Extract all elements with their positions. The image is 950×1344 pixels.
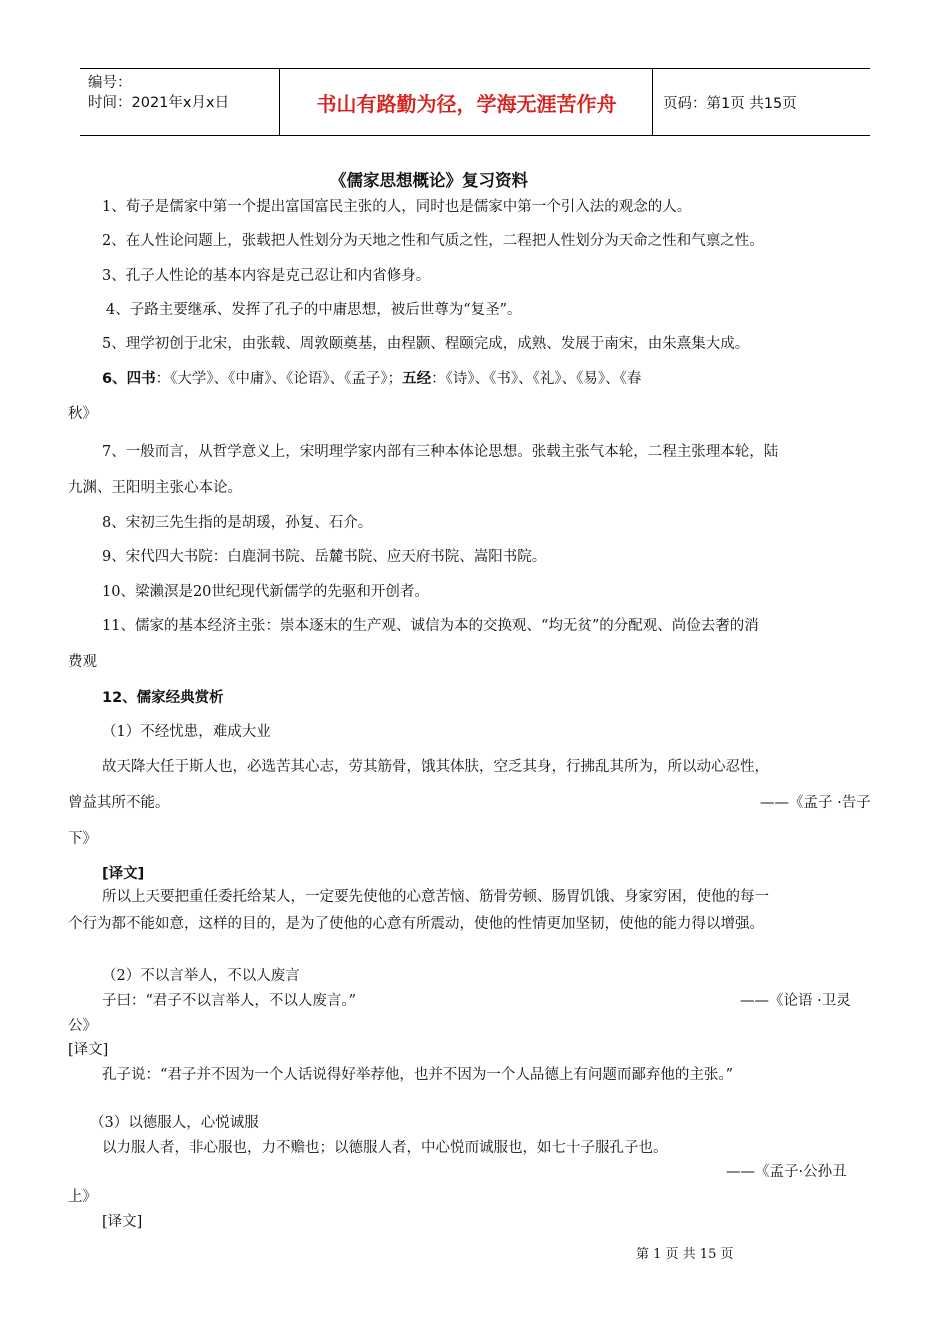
item-9: 9、宋代四大书院：白鹿洞书院、岳麓书院、应天府书院、嵩阳书院。 xyxy=(102,549,547,565)
item-7: 7、一般而言，从哲学意义上，宋明理学家内部有三种本体论思想。张载主张气本轮，二程主张理本轮，陆 xyxy=(102,444,779,460)
section-2-source: ——《论语 ·卫灵 xyxy=(740,993,851,1009)
section-1-translation: 所以上天要把重任委托给某人，一定要先使他的心意苦恼、筋骨劳顿、肠胃饥饿、身家穷困，使他的每一 xyxy=(102,889,769,905)
five-classics-label: 五经 xyxy=(402,371,432,387)
section-1-source-cont: 下》 xyxy=(68,831,97,847)
time-label: 时间：2021年x月x日 xyxy=(88,95,230,111)
item-6-num: 6、 xyxy=(102,371,127,387)
section-1-quote: 故天降大任于斯人也，必选苦其心志，劳其筋骨，饿其体肤，空乏其身，行拂乱其所为，所以动心忍性， xyxy=(102,759,769,775)
section-3-title: （3）以德服人，心悦诚服 xyxy=(90,1115,259,1131)
section-1-quote-cont: 曾益其所不能。 xyxy=(68,795,170,811)
section-1-translation-cont: 个行为都不能如意，这样的目的，是为了使他的心意有所震动，使他的性情更加坚韧，使他的能力得以增强。 xyxy=(68,916,764,932)
item-6-cont: 秋》 xyxy=(68,406,97,422)
four-books-label: 四书 xyxy=(126,371,156,387)
section-1-translation-label: [译文] xyxy=(102,866,145,882)
document-title: 《儒家思想概论》复习资料 xyxy=(330,171,528,190)
page-footer: 第 1 页 共 15 页 xyxy=(636,1247,734,1262)
section-2-title: （2）不以言举人，不以人废言 xyxy=(102,968,300,984)
section-3-source-cont: 上》 xyxy=(68,1189,97,1205)
item-11: 11、儒家的基本经济主张：崇本逐末的生产观、诚信为本的交换观、“均无贫”的分配观、尚俭去奢的消 xyxy=(102,618,759,634)
item-10: 10、梁瀨溟是20世纪现代新儒学的先驱和开创者。 xyxy=(102,584,429,600)
header-info-cell xyxy=(80,69,280,135)
item-1: 1、荀子是儒家中第一个提出富国富民主张的人，同时也是儒家中第一个引入法的观念的人。 xyxy=(102,199,692,215)
section-1-title: （1）不经忧患，难成大业 xyxy=(102,724,271,740)
section-3-translation-label: [译文] xyxy=(102,1214,143,1230)
section-3-quote: 以力服人者，非心服也，力不赡也；以德服人者，中心悦而诚服也，如七十子服孔子也。 xyxy=(102,1140,668,1156)
four-books-list: ：《大学》、《中庸》、《论语》、《孟子》； xyxy=(155,371,403,387)
section-2-source-cont: 公》 xyxy=(68,1018,97,1034)
item-11-cont: 费观 xyxy=(68,654,97,670)
section-2-translation-label: [译文] xyxy=(68,1042,109,1058)
section-1-source: ——《孟子 ·告子 xyxy=(760,795,871,811)
item-8: 8、宋初三先生指的是胡瑗，孙复、石介。 xyxy=(102,515,373,531)
section-2-translation: 孔子说：“君子并不因为一个人话说得好举荐他，也并不因为一个人品德上有问题而鄙弃他的主张。” xyxy=(102,1067,734,1083)
number-label: 编号： xyxy=(88,75,132,91)
item-6 xyxy=(102,369,641,389)
section-2-quote: 子曰：“君子不以言举人，不以人废言。” xyxy=(102,993,357,1009)
header-table xyxy=(80,68,870,136)
header-motto: 书山有路勤为径，学海无涯苦作舟 xyxy=(281,69,653,135)
item-4: 4、子路主要继承、发挥了孔子的中庸思想，被后世尊为“复圣”。 xyxy=(106,302,522,318)
header-page-label: 页码：第1页 共15页 xyxy=(663,95,797,112)
five-classics-list: ：《诗》、《书》、《礼》、《易》、《春 xyxy=(431,371,642,387)
section-3-source: ——《孟子·公孙丑 xyxy=(726,1164,847,1180)
item-7-cont: 九渊、王阳明主张心本论。 xyxy=(68,480,242,496)
item-2: 2、在人性论问题上，张载把人性划分为天地之性和气质之性，二程把人性划分为天命之性和气禀之性。 xyxy=(102,233,764,249)
item-12-heading: 12、儒家经典赏析 xyxy=(102,690,224,706)
item-5: 5、理学初创于北宋，由张载、周敦颐奠基，由程颢、程颐完成，成熟、发展于南宋，由朱熹集大成。 xyxy=(102,336,750,352)
item-3: 3、孔子人性论的基本内容是克己忍让和内省修身。 xyxy=(102,268,431,284)
